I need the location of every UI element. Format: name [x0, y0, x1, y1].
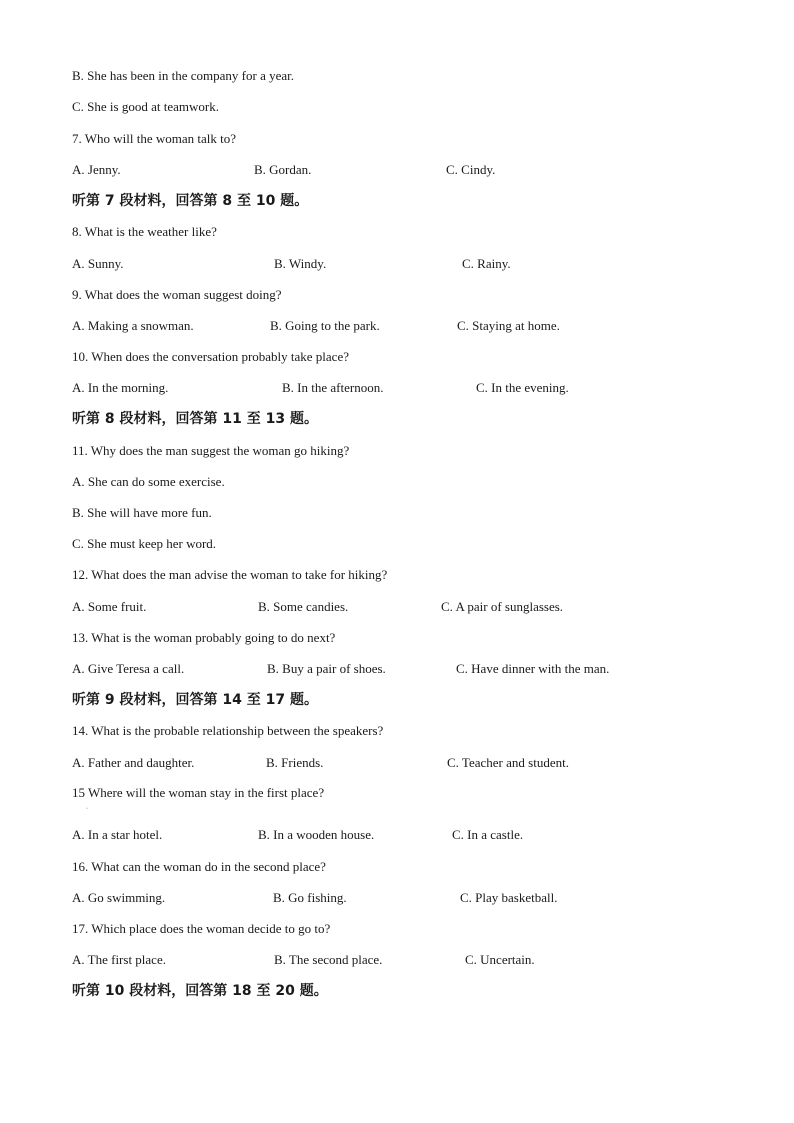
q12-option-c: C. A pair of sunglasses. — [441, 599, 564, 614]
q16-option-a: A. Go swimming. — [72, 890, 166, 905]
q17-option-b: B. The second place. — [274, 952, 383, 967]
q17-option-c: C. Uncertain. — [465, 952, 535, 967]
q8-option-b: B. Windy. — [274, 256, 327, 271]
q6-option-b: B. She has been in the company for a year. — [72, 68, 295, 83]
q7-option-c: C. Cindy. — [446, 162, 496, 177]
q17-option-a: A. The first place. — [72, 952, 166, 967]
q11-option-c: C. She must keep her word. — [72, 536, 217, 551]
q15-option-a: A. In a star hotel. — [72, 827, 163, 842]
question-10: 10. When does the conversation probably take place? — [72, 349, 349, 364]
q16-option-c: C. Play basketball. — [460, 890, 558, 905]
q11-option-b: B. She will have more fun. — [72, 505, 212, 520]
q14-option-a: A. Father and daughter. — [72, 755, 195, 770]
question-11: 11. Why does the man suggest the woman go hiking? — [72, 443, 350, 458]
question-14: 14. What is the probable relationship between the speakers? — [72, 723, 384, 738]
stray-dot-mark: · — [86, 806, 88, 812]
q15-option-b: B. In a wooden house. — [258, 827, 375, 842]
q8-option-a: A. Sunny. — [72, 256, 124, 271]
question-16: 16. What can the woman do in the second place? — [72, 859, 326, 874]
q9-option-b: B. Going to the park. — [270, 318, 380, 333]
q16-option-b: B. Go fishing. — [273, 890, 347, 905]
q10-option-c: C. In the evening. — [476, 380, 569, 395]
q7-option-b: B. Gordan. — [254, 162, 312, 177]
q9-option-a: A. Making a snowman. — [72, 318, 194, 333]
question-8: 8. What is the weather like? — [72, 224, 217, 239]
question-12: 12. What does the man advise the woman to take for hiking? — [72, 567, 388, 582]
q12-option-b: B. Some candies. — [258, 599, 349, 614]
question-7: 7. Who will the woman talk to? — [72, 131, 237, 146]
q6-option-c: C. She is good at teamwork. — [72, 99, 219, 114]
section-10-heading: 听第 10 段材料，回答第 18 至 20 题。 — [72, 983, 328, 999]
q14-option-b: B. Friends. — [266, 755, 324, 770]
q7-option-a: A. Jenny. — [72, 162, 121, 177]
section-8-heading: 听第 8 段材料，回答第 11 至 13 题。 — [72, 411, 318, 427]
q8-option-c: C. Rainy. — [462, 256, 511, 271]
section-9-heading: 听第 9 段材料，回答第 14 至 17 题。 — [72, 692, 318, 708]
q13-option-b: B. Buy a pair of shoes. — [267, 661, 386, 676]
question-9: 9. What does the woman suggest doing? — [72, 287, 282, 302]
q15-option-c: C. In a castle. — [452, 827, 524, 842]
q14-option-c: C. Teacher and student. — [447, 755, 569, 770]
section-7-heading: 听第 7 段材料，回答第 8 至 10 题。 — [72, 193, 309, 209]
q12-option-a: A. Some fruit. — [72, 599, 147, 614]
q10-option-a: A. In the morning. — [72, 380, 169, 395]
question-13: 13. What is the woman probably going to do next? — [72, 630, 336, 645]
question-17: 17. Which place does the woman decide to go to? — [72, 921, 331, 936]
q11-option-a: A. She can do some exercise. — [72, 474, 225, 489]
q13-option-a: A. Give Teresa a call. — [72, 661, 185, 676]
q13-option-c: C. Have dinner with the man. — [456, 661, 610, 676]
q9-option-c: C. Staying at home. — [457, 318, 560, 333]
question-15: 15 Where will the woman stay in the first place? — [72, 785, 325, 800]
q10-option-b: B. In the afternoon. — [282, 380, 384, 395]
